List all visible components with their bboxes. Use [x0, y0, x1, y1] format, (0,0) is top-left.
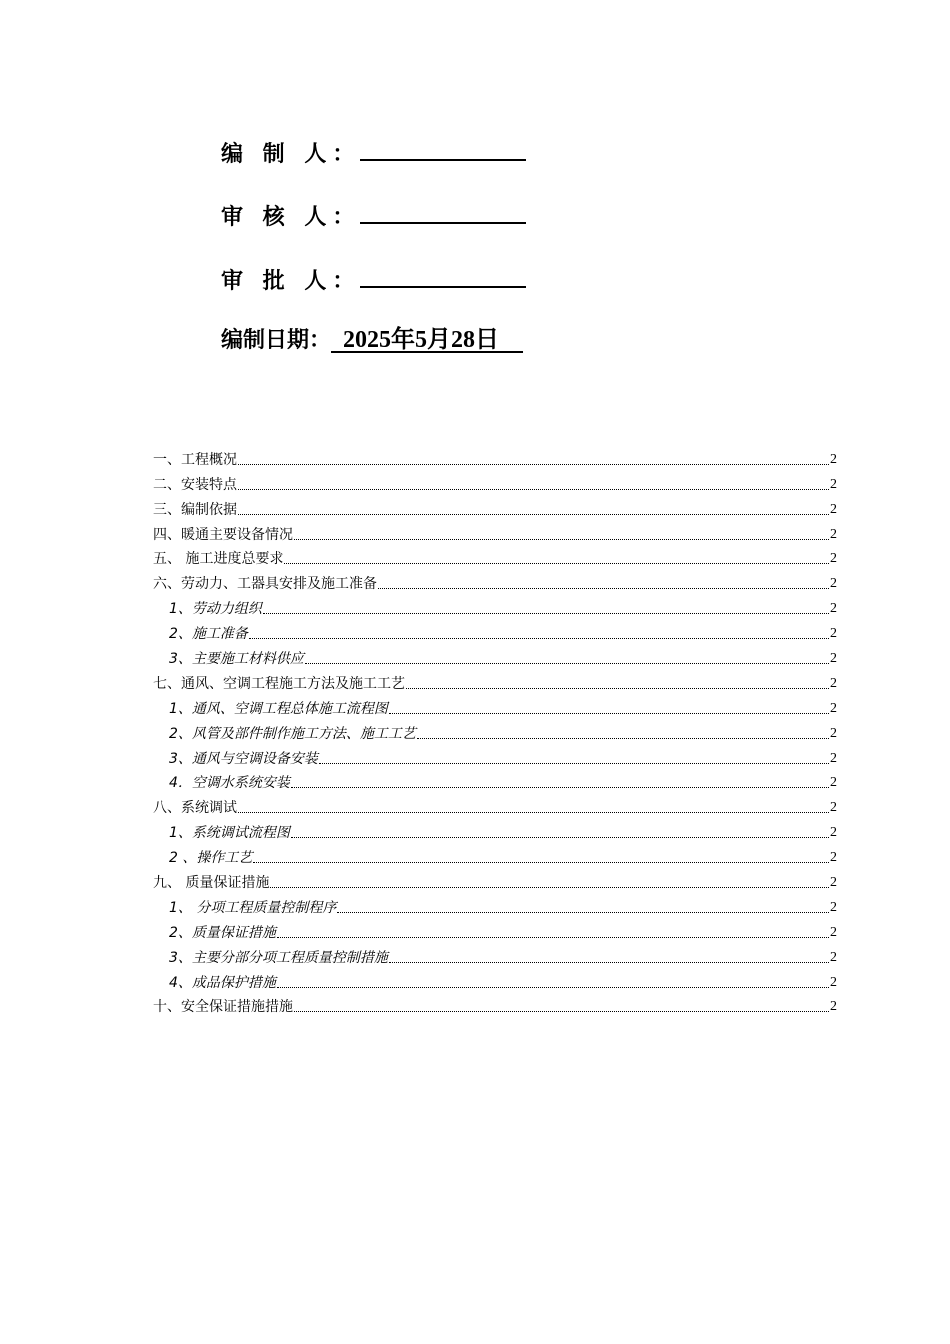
- toc-entry-label: 1、劳动力组织: [169, 601, 262, 618]
- toc-entry[interactable]: [153, 792, 837, 817]
- toc-entry[interactable]: [153, 768, 837, 793]
- toc-entry-page-number: 2: [830, 850, 837, 866]
- toc-entry-page-number: 2: [830, 924, 837, 940]
- compiler-label: 编 制 人：: [221, 142, 361, 167]
- toc-entry-page-number: 2: [830, 451, 837, 467]
- toc-entry-page-number: 2: [830, 626, 837, 642]
- toc-entry-page-number: 2: [830, 651, 837, 667]
- date-label: 编制日期：: [221, 328, 332, 353]
- toc-entry-label: 1、 分项工程质量控制程序: [169, 899, 337, 916]
- toc-entry-page-number: 2: [830, 775, 837, 791]
- toc-entry-page-number: 2: [830, 725, 837, 741]
- toc-entry-label: 1、系统调试流程图: [169, 825, 290, 842]
- compiler-row: [221, 135, 526, 170]
- approver-signature-line: [360, 262, 526, 288]
- toc-entry-page-number: 2: [830, 800, 837, 816]
- toc-entry-page-number: 2: [830, 875, 837, 891]
- toc-entry-label: 一、工程概况: [153, 451, 237, 468]
- toc-entry-page-number: 2: [830, 949, 837, 965]
- toc-entry[interactable]: [153, 718, 837, 743]
- toc-entry-label: 2、风管及部件制作施工方法、施工工艺: [169, 725, 416, 742]
- toc-entry[interactable]: [153, 743, 837, 768]
- toc-entry[interactable]: [153, 469, 837, 494]
- toc-dot-leader: [337, 912, 829, 913]
- toc-entry-page-number: 2: [830, 551, 837, 567]
- approver-label: 审 批 人：: [221, 269, 361, 294]
- toc-entry-label: 3、通风与空调设备安装: [169, 750, 318, 767]
- toc-entry-label: 3、主要施工材料供应: [169, 651, 304, 668]
- toc-dot-leader: [389, 962, 829, 963]
- reviewer-signature-line: [360, 198, 526, 224]
- toc-entry-page-number: 2: [830, 476, 837, 492]
- toc-dot-leader: [253, 862, 829, 863]
- toc-dot-leader: [378, 588, 829, 589]
- toc-entry-page-number: 2: [830, 974, 837, 990]
- toc-dot-leader: [277, 987, 829, 988]
- toc-entry-page-number: 2: [830, 576, 837, 592]
- toc-dot-leader: [406, 688, 829, 689]
- reviewer-label: 审 核 人：: [221, 205, 361, 230]
- toc-dot-leader: [417, 738, 829, 739]
- toc-entry-page-number: 2: [830, 999, 837, 1015]
- toc-entry-label: 2 、操作工艺: [169, 850, 253, 867]
- toc-entry[interactable]: [153, 593, 837, 618]
- toc-entry[interactable]: [153, 494, 837, 519]
- toc-dot-leader: [389, 713, 829, 714]
- toc-dot-leader: [277, 937, 829, 938]
- table-of-contents: [153, 444, 837, 1016]
- toc-dot-leader: [284, 563, 829, 564]
- toc-entry-label: 4．空调水系统安装: [169, 775, 290, 792]
- toc-dot-leader: [238, 489, 829, 490]
- compiler-signature-line: [360, 135, 526, 161]
- toc-entry[interactable]: [153, 942, 837, 967]
- toc-entry-label: 3、主要分部分项工程质量控制措施: [169, 949, 388, 966]
- toc-dot-leader: [291, 837, 829, 838]
- toc-entry-label: 五、 施工进度总要求: [153, 551, 284, 568]
- toc-dot-leader: [305, 663, 829, 664]
- toc-entry-label: 二、安装特点: [153, 476, 237, 493]
- toc-entry[interactable]: [153, 693, 837, 718]
- toc-entry-page-number: 2: [830, 825, 837, 841]
- toc-dot-leader: [270, 887, 829, 888]
- toc-entry-label: 2、施工准备: [169, 626, 248, 643]
- toc-entry-label: 九、 质量保证措施: [153, 875, 270, 892]
- toc-entry-page-number: 2: [830, 675, 837, 691]
- toc-entry[interactable]: [153, 668, 837, 693]
- toc-entry-label: 七、通风、空调工程施工方法及施工工艺: [153, 675, 405, 692]
- approver-row: [221, 262, 526, 297]
- toc-entry-page-number: 2: [830, 501, 837, 517]
- toc-entry[interactable]: [153, 842, 837, 867]
- toc-dot-leader: [319, 763, 829, 764]
- toc-entry[interactable]: [153, 917, 837, 942]
- toc-dot-leader: [294, 539, 829, 540]
- toc-entry[interactable]: [153, 967, 837, 992]
- toc-entry-page-number: 2: [830, 601, 837, 617]
- toc-entry-label: 六、劳动力、工器具安排及施工准备: [153, 576, 377, 593]
- toc-entry[interactable]: [153, 519, 837, 544]
- toc-entry[interactable]: [153, 817, 837, 842]
- toc-entry-label: 三、编制依据: [153, 501, 237, 518]
- toc-entry-label: 4、成品保护措施: [169, 974, 276, 991]
- toc-dot-leader: [238, 514, 829, 515]
- toc-entry[interactable]: [153, 992, 837, 1017]
- toc-dot-leader: [263, 613, 829, 614]
- toc-dot-leader: [294, 1011, 829, 1012]
- reviewer-row: [221, 198, 526, 233]
- toc-entry[interactable]: [153, 892, 837, 917]
- toc-entry-page-number: 2: [830, 526, 837, 542]
- toc-entry[interactable]: [153, 867, 837, 892]
- toc-dot-leader: [238, 812, 829, 813]
- toc-entry-label: 八、系统调试: [153, 800, 237, 817]
- toc-entry-label: 1、通风、空调工程总体施工流程图: [169, 700, 388, 717]
- toc-entry-label: 十、安全保证措施措施: [153, 999, 293, 1016]
- toc-dot-leader: [238, 464, 829, 465]
- toc-entry-label: 四、暖通主要设备情况: [153, 526, 293, 543]
- toc-dot-leader: [249, 638, 829, 639]
- toc-entry-label: 2、质量保证措施: [169, 924, 276, 941]
- toc-entry-page-number: 2: [830, 750, 837, 766]
- date-row: [221, 325, 523, 356]
- toc-dot-leader: [291, 787, 829, 788]
- toc-entry-page-number: 2: [830, 700, 837, 716]
- toc-entry[interactable]: [153, 643, 837, 668]
- toc-entry[interactable]: [153, 618, 837, 643]
- toc-entry[interactable]: [153, 444, 837, 469]
- date-value: 2025年5月28日: [331, 327, 524, 353]
- toc-entry[interactable]: [153, 544, 837, 569]
- toc-entry[interactable]: [153, 568, 837, 593]
- toc-entry-page-number: 2: [830, 899, 837, 915]
